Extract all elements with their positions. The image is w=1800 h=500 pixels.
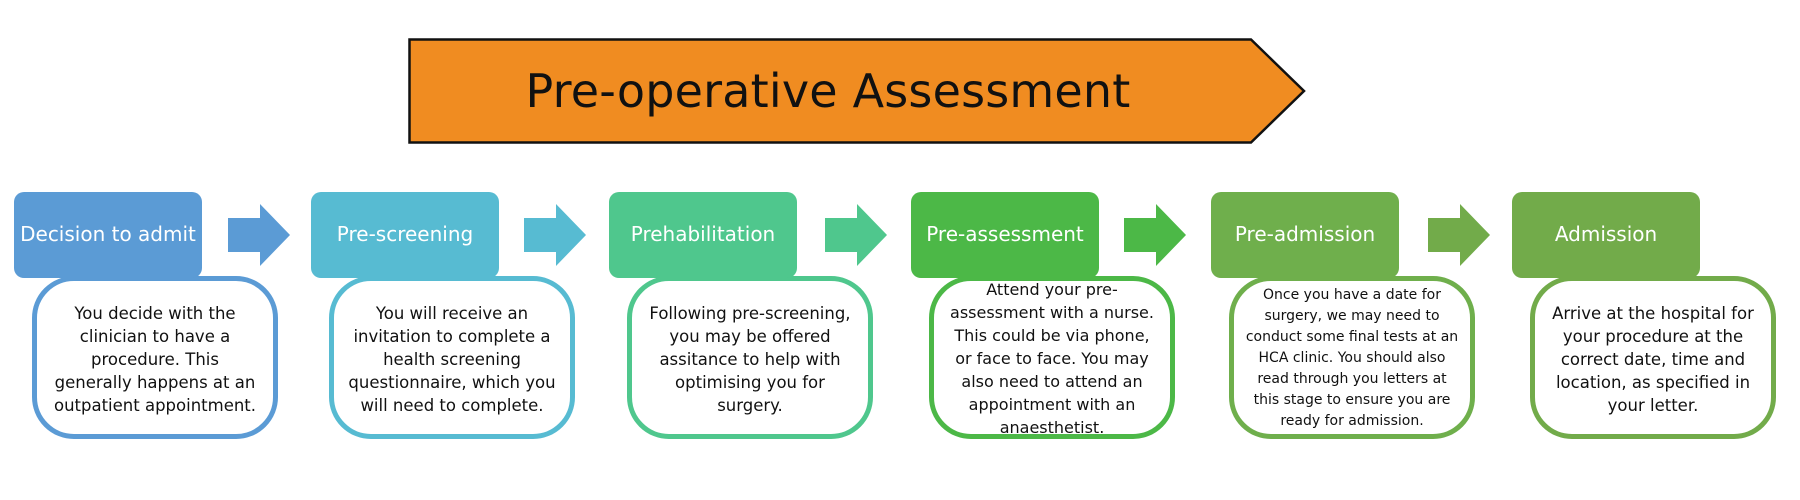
step-description: You decide with the clinician to have a procedure. This generally happens at an outpatient appointment. bbox=[53, 304, 257, 415]
step-description-box bbox=[627, 276, 873, 439]
step-description: Arrive at the hospital for your procedure at the correct date, time and location, as specified in your letter. bbox=[1552, 304, 1754, 415]
step-description: Attend your pre-assessment with a nurse. This could be via phone, or face to face. You may also need to attend an appointment with an anaesthetist. bbox=[950, 280, 1154, 437]
step-admission bbox=[1512, 192, 1787, 452]
right-arrow-icon bbox=[825, 204, 887, 266]
banner-arrow bbox=[408, 38, 1306, 144]
step-description: You will receive an invitation to complete a health screening questionnaire, which you will need to complete. bbox=[348, 304, 556, 415]
right-arrow-icon bbox=[1428, 204, 1490, 266]
step-header: Prehabilitation bbox=[609, 192, 797, 278]
step-header: Pre-assessment bbox=[911, 192, 1099, 278]
step-header: Admission bbox=[1512, 192, 1700, 278]
right-arrow-icon bbox=[228, 204, 290, 266]
step-header: Pre-admission bbox=[1211, 192, 1399, 278]
step-description-box bbox=[929, 276, 1175, 439]
step-header: Decision to admit bbox=[14, 192, 202, 278]
step-description-box bbox=[1530, 276, 1776, 439]
right-arrow-icon bbox=[1124, 204, 1186, 266]
step-description: Once you have a date for surgery, we may need to conduct some final tests at an HCA clinic. You should also read through you letters at this stage to ensure you are ready for admission. bbox=[1245, 287, 1459, 429]
step-description-box bbox=[32, 276, 278, 439]
right-arrow-icon bbox=[524, 204, 586, 266]
step-description-box bbox=[1229, 276, 1475, 439]
page-title: Pre-operative Assessment bbox=[525, 64, 1131, 118]
step-description: Following pre-screening, you may be offered assitance to help with optimising you for surgery. bbox=[649, 304, 851, 415]
step-header: Pre-screening bbox=[311, 192, 499, 278]
step-description-box bbox=[329, 276, 575, 439]
